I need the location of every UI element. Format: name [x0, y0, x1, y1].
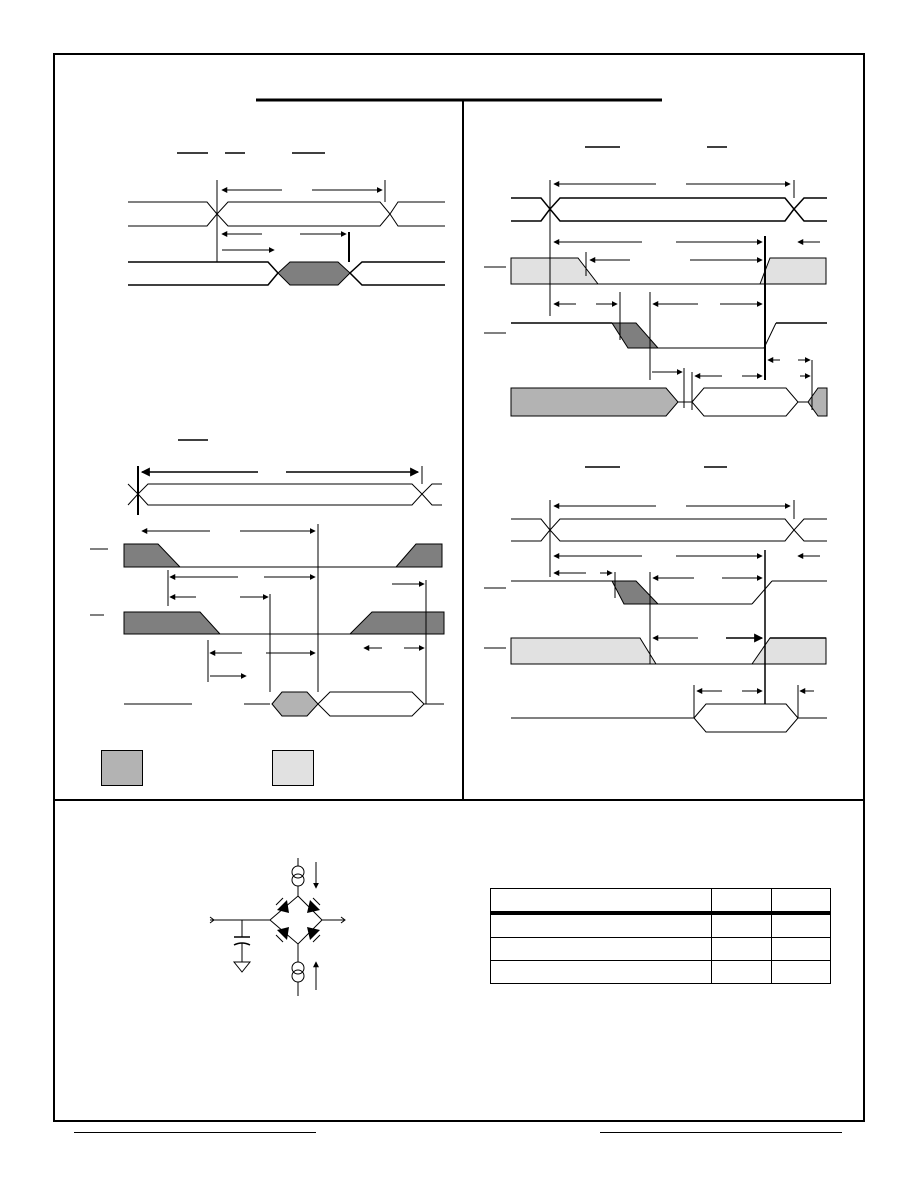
table-cell [491, 938, 712, 961]
capacitor-icon [234, 920, 250, 962]
timing-diagram-1 [128, 153, 445, 285]
address-bus-waveform [128, 202, 445, 226]
cs-waveform [90, 544, 442, 567]
timing-diagram-2 [90, 440, 444, 716]
table-cell [771, 938, 830, 961]
ground-icon [234, 962, 250, 972]
address-bus-waveform [511, 519, 827, 541]
dut-node [210, 917, 345, 923]
timing-diagram-4 [484, 467, 827, 732]
table-cell [491, 889, 712, 914]
timing-diagram-3 [484, 147, 827, 416]
data-out-waveform [124, 692, 444, 716]
table-row [491, 938, 831, 961]
footer-rule-right [600, 1132, 842, 1133]
table-row [491, 913, 831, 938]
cs-waveform [484, 581, 827, 604]
cs-waveform [484, 258, 826, 284]
we-waveform [484, 638, 826, 664]
current-source-top-icon [292, 858, 316, 896]
table-cell [711, 889, 771, 914]
data-in-waveform [511, 388, 827, 416]
table-header-row [491, 889, 831, 914]
table-cell [491, 913, 712, 938]
we-waveform [484, 323, 827, 348]
legend-swatch-dark [101, 750, 143, 786]
data-in-waveform [511, 704, 827, 732]
table-cell [771, 889, 830, 914]
diode-bridge [270, 896, 322, 944]
oe-waveform [90, 612, 444, 634]
data-bus-waveform [128, 262, 445, 285]
table-cell [771, 961, 830, 984]
legend-swatch-light [272, 750, 314, 786]
table-row [491, 961, 831, 984]
current-source-bottom-icon [292, 944, 316, 996]
address-bus-waveform [511, 198, 827, 221]
footer-rule-left [74, 1132, 316, 1133]
table-cell [771, 913, 830, 938]
table-cell [711, 961, 771, 984]
address-bus-waveform [128, 466, 442, 515]
test-load-circuit [210, 858, 345, 996]
table-cell [711, 938, 771, 961]
timing-markers [550, 500, 820, 718]
table-cell [491, 961, 712, 984]
table-cell [711, 913, 771, 938]
load-parameters-table [490, 888, 831, 984]
timing-markers [217, 180, 385, 262]
timing-markers [550, 180, 820, 410]
